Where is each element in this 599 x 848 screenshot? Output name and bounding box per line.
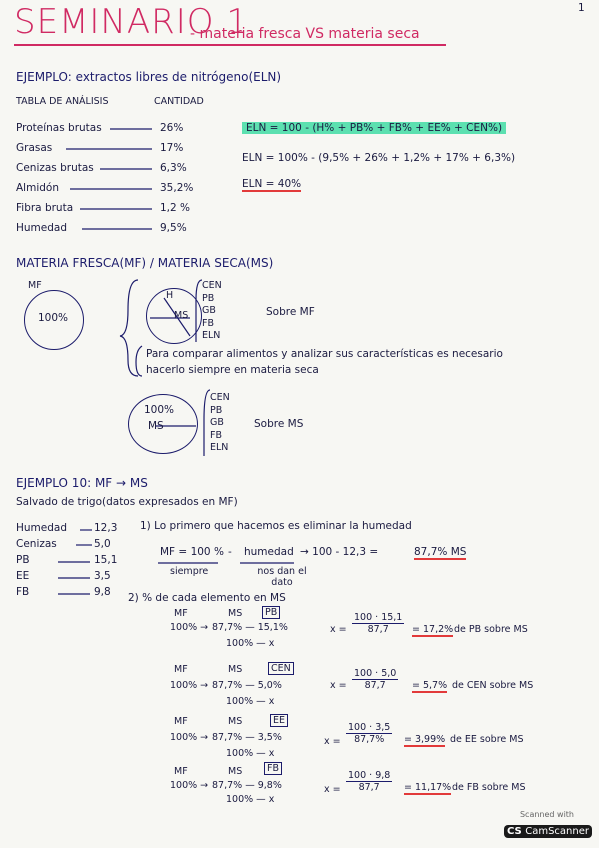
result: = 5,7% xyxy=(412,680,448,691)
eln-calc: ELN = 100% - (9,5% + 26% + 1,2% + 17% + 6,3%) xyxy=(242,152,516,164)
element-box: EE xyxy=(270,714,288,727)
table-value: 1,2 % xyxy=(160,202,191,214)
col-ms: MS xyxy=(228,716,243,727)
ingredient-values: 12,3 5,0 15,1 3,5 9,8 xyxy=(94,522,118,598)
scanner-badge xyxy=(504,810,590,840)
x-eq: x = xyxy=(330,680,347,691)
badge-line2: CS CamScanner xyxy=(504,825,592,838)
result-tail: de FB sobre MS xyxy=(452,782,526,793)
table-row: Grasas xyxy=(16,142,53,154)
example10-subheading: Salvado de trigo(datos expresados en MF) xyxy=(16,496,238,508)
table-value: 9,5% xyxy=(160,222,187,234)
mf-value: 100% → xyxy=(170,780,209,791)
h-label: H xyxy=(166,290,174,301)
ms-value: 87,7% — 3,5% xyxy=(212,732,282,743)
mf-value: 100% → xyxy=(170,680,209,691)
x-eq: x = xyxy=(324,736,341,747)
eq-rest: → 100 - 12,3 = xyxy=(300,546,379,558)
x-line: 100% — x xyxy=(226,638,275,649)
fraction: $\frac{100 \cdot 15,1}{87,7}$ xyxy=(354,612,403,635)
eq-humidity: humedad xyxy=(244,546,294,558)
eq-result: 87,7% MS xyxy=(414,546,467,558)
ms-label: MS xyxy=(174,310,189,321)
section-heading: MATERIA FRESCA(MF) / MATERIA SECA(MS) xyxy=(16,256,274,270)
label-dato: nos dan el dato xyxy=(257,566,307,588)
note-line2: hacerlo siempre en materia seca xyxy=(146,364,319,376)
table-row: Proteínas brutas xyxy=(16,122,102,134)
table-value: 35,2% xyxy=(160,182,194,194)
circle2-bottom: MS xyxy=(148,420,164,432)
sobre-ms: Sobre MS xyxy=(254,418,304,430)
ms-value: 87,7% — 15,1% xyxy=(212,622,288,633)
label-siempre: siempre xyxy=(170,566,209,577)
step2-text: 2) % de cada elemento en MS xyxy=(128,592,286,604)
table-header-analysis: TABLA DE ANÁLISIS xyxy=(16,96,109,107)
mf-label: MF xyxy=(28,280,42,291)
eln-result: ELN = 40% xyxy=(242,178,302,190)
components-list: CEN PB GB FB ELN xyxy=(202,280,222,341)
col-ms: MS xyxy=(228,608,243,619)
x-eq: x = xyxy=(324,784,341,795)
fraction: $\frac{100 \cdot 9,8}{87,7}$ xyxy=(348,770,391,793)
ms-value: 87,7% — 5,0% xyxy=(212,680,282,691)
table-value: 26% xyxy=(160,122,184,134)
result-tail: de EE sobre MS xyxy=(450,734,524,745)
eq-mf: MF = 100 % xyxy=(160,546,224,558)
mf-value: 100% → xyxy=(170,622,209,633)
example9-heading: EJEMPLO: extractos libres de nitrógeno(ELN) xyxy=(16,70,282,84)
ms-value: 87,7% — 9,8% xyxy=(212,780,282,791)
result: = 11,17% xyxy=(404,782,452,793)
col-mf: MF xyxy=(174,716,188,727)
table-row: Cenizas brutas xyxy=(16,162,94,174)
element-box: CEN xyxy=(268,662,294,675)
table-value: 17% xyxy=(160,142,184,154)
result: = 17,2% xyxy=(412,624,454,635)
col-mf: MF xyxy=(174,766,188,777)
result: = 3,99% xyxy=(404,734,446,745)
fraction: $\frac{100 \cdot 3,5}{87,7\%}$ xyxy=(348,722,391,745)
x-eq: x = xyxy=(330,624,347,635)
table-row: Humedad xyxy=(16,222,68,234)
camscanner-icon: CS xyxy=(507,826,526,837)
sobre-mf: Sobre MF xyxy=(266,306,315,318)
col-mf: MF xyxy=(174,664,188,675)
mf-value: 100% → xyxy=(170,732,209,743)
col-ms: MS xyxy=(228,664,243,675)
eln-formula: ELN = 100 - (H% + PB% + FB% + EE% + CEN%) xyxy=(242,122,506,134)
step1-text: 1) Lo primero que hacemos es eliminar la humedad xyxy=(140,520,412,532)
result-tail: de PB sobre MS xyxy=(454,624,528,635)
eq-minus: - xyxy=(228,546,232,558)
table-header-amount: CANTIDAD xyxy=(154,96,204,107)
col-mf: MF xyxy=(174,608,188,619)
page-number: 1 xyxy=(578,2,585,14)
components-list-2: CEN PB GB FB ELN xyxy=(210,392,230,453)
x-line: 100% — x xyxy=(226,696,275,707)
result-tail: de CEN sobre MS xyxy=(452,680,534,691)
x-line: 100% — x xyxy=(226,794,275,805)
page-subtitle: - materia fresca VS materia seca xyxy=(190,26,420,42)
note-line1: Para comparar alimentos y analizar sus características es necesario xyxy=(146,348,503,360)
table-row: Fibra bruta xyxy=(16,202,74,214)
fraction: $\frac{100 \cdot 5,0}{87,7}$ xyxy=(354,668,397,691)
x-line: 100% — x xyxy=(226,748,275,759)
table-value: 6,3% xyxy=(160,162,187,174)
element-box: FB xyxy=(264,762,282,775)
page-title: SEMINARIO 1 xyxy=(14,2,249,42)
circle2-top: 100% xyxy=(144,404,175,416)
example10-heading: EJEMPLO 10: MF → MS xyxy=(16,476,148,490)
col-ms: MS xyxy=(228,766,243,777)
table-row: Almidón xyxy=(16,182,59,194)
element-box: PB xyxy=(262,606,280,619)
ingredient-labels: Humedad Cenizas PB EE FB xyxy=(16,522,68,598)
badge-line1: Scanned with xyxy=(519,810,575,819)
circle-value: 100% xyxy=(38,312,69,324)
